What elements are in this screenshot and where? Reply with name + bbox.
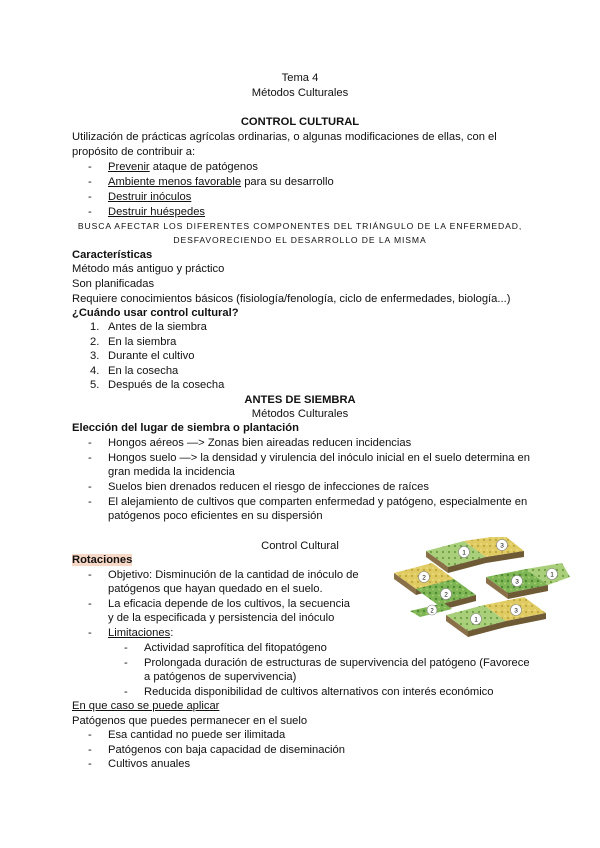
limitaciones-item: - Limitaciones: — [88, 627, 174, 639]
plot-number: 1 — [550, 571, 554, 579]
characteristic-item: Método más antiguo y práctico — [72, 263, 225, 275]
rotation-item: - Objetivo: Disminución de la cantidad de inóculo de — [88, 569, 359, 581]
limitation-sub-item: - Prolongada duración de estructuras de supervivencia del patógeno (Favorece — [124, 657, 530, 669]
site-item: - Hongos suelo —> la densidad y virulencia del inóculo inicial en el suelo determina en — [88, 452, 530, 464]
when-item: 2. En la siembra — [90, 336, 177, 348]
rotaciones-heading: Rotaciones — [72, 554, 133, 566]
plot-number: 3 — [515, 578, 519, 586]
when-heading: ¿Cuándo usar control cultural? — [72, 307, 239, 319]
site-item-cont: gran medida la incidencia — [108, 466, 235, 478]
plot-number: 3 — [500, 542, 504, 550]
limitation-sub-item: - Actividad saprofítica del fitopatógeno — [124, 642, 327, 654]
antes-subtitle: Métodos Culturales — [251, 408, 349, 420]
characteristic-item: Requiere conocimientos básicos (fisiología/fenología, ciclo de enfermedades, biología...) — [72, 293, 511, 305]
plot-number: 3 — [514, 607, 518, 615]
when-item: 3. Durante el cultivo — [90, 350, 195, 362]
rotation-item-cont: patógenos que hayan quedado en el suelo. — [108, 583, 323, 595]
intro-line-2: propósito de contribuir a: — [72, 146, 196, 158]
field-group-top — [426, 537, 524, 573]
rotation-item: - La eficacia depende de los cultivos, la secuencia — [88, 598, 350, 610]
when-item: 1. Antes de la siembra — [90, 321, 207, 333]
caps-note-1: BUSCA AFECTAR LOS DIFERENTES COMPONENTES DEL TRIÁNGULO DE LA ENFERMEDAD, — [77, 221, 523, 231]
limitation-sub-item-cont: a patógenos de supervivencia) — [144, 671, 297, 683]
plot-number: 2 — [422, 574, 426, 582]
antes-title: ANTES DE SIEMBRA — [244, 394, 356, 406]
purpose-item: - Ambiente menos favorable para su desarrollo — [88, 176, 334, 188]
apply-intro: Patógenos que puedes permanecer en el suelo — [72, 715, 308, 727]
plot-number: 1 — [474, 616, 478, 624]
plot-number: 2 — [430, 608, 434, 615]
caps-note-2: DESFAVORECIENDO EL DESARROLLO DE LA MISMA — [173, 235, 427, 245]
plot-number: 2 — [444, 591, 448, 599]
apply-heading: En que caso se puede aplicar — [72, 700, 220, 712]
intro-line-1: Utilización de prácticas agrícolas ordinarias, o algunas modificaciones de ellas, con el — [72, 131, 497, 143]
doc-subtitle: Métodos Culturales — [251, 87, 349, 99]
field-group-right — [486, 563, 570, 599]
site-item-cont: patógenos poco eficientes en su dispersión — [108, 510, 323, 522]
site-selection-heading: Elección del lugar de siembra o plantación — [72, 422, 299, 434]
apply-item: - Cultivos anuales — [88, 758, 191, 770]
field-group-left — [394, 563, 476, 611]
site-item: - Hongos aéreos —> Zonas bien aireadas reducen incidencias — [88, 437, 412, 449]
rotation-item-cont: y de la especificada y persistencia del inóculo — [108, 612, 335, 624]
site-item: - Suelos bien drenados reducen el riesgo de infecciones de raíces — [88, 481, 429, 493]
topic-label: Tema 4 — [281, 72, 319, 84]
purpose-item: - Destruir huéspedes — [88, 206, 206, 218]
when-item: 4. En la cosecha — [90, 365, 179, 377]
plot-number: 1 — [462, 549, 466, 557]
characteristic-item: Son planificadas — [72, 278, 155, 290]
apply-item: - Esa cantidad no puede ser ilimitada — [88, 729, 286, 741]
apply-item: - Patógenos con baja capacidad de diseminación — [88, 744, 345, 756]
control-cultural-label: Control Cultural — [261, 540, 339, 552]
purpose-item: - Destruir inóculos — [88, 191, 192, 203]
field-group-bottom — [410, 597, 546, 637]
limitation-sub-item: - Reducida disponibilidad de cultivos alternativos con interés económico — [124, 686, 494, 698]
section-title-control-cultural: CONTROL CULTURAL — [240, 116, 360, 128]
characteristics-heading: Características — [72, 249, 153, 261]
purpose-item: - Prevenir ataque de patógenos — [88, 161, 258, 173]
site-item: - El alejamiento de cultivos que comparten enfermedad y patógeno, especialmente en — [88, 496, 528, 508]
when-item: 5. Después de la cosecha — [90, 379, 225, 391]
crop-rotation-illustration — [386, 537, 570, 649]
